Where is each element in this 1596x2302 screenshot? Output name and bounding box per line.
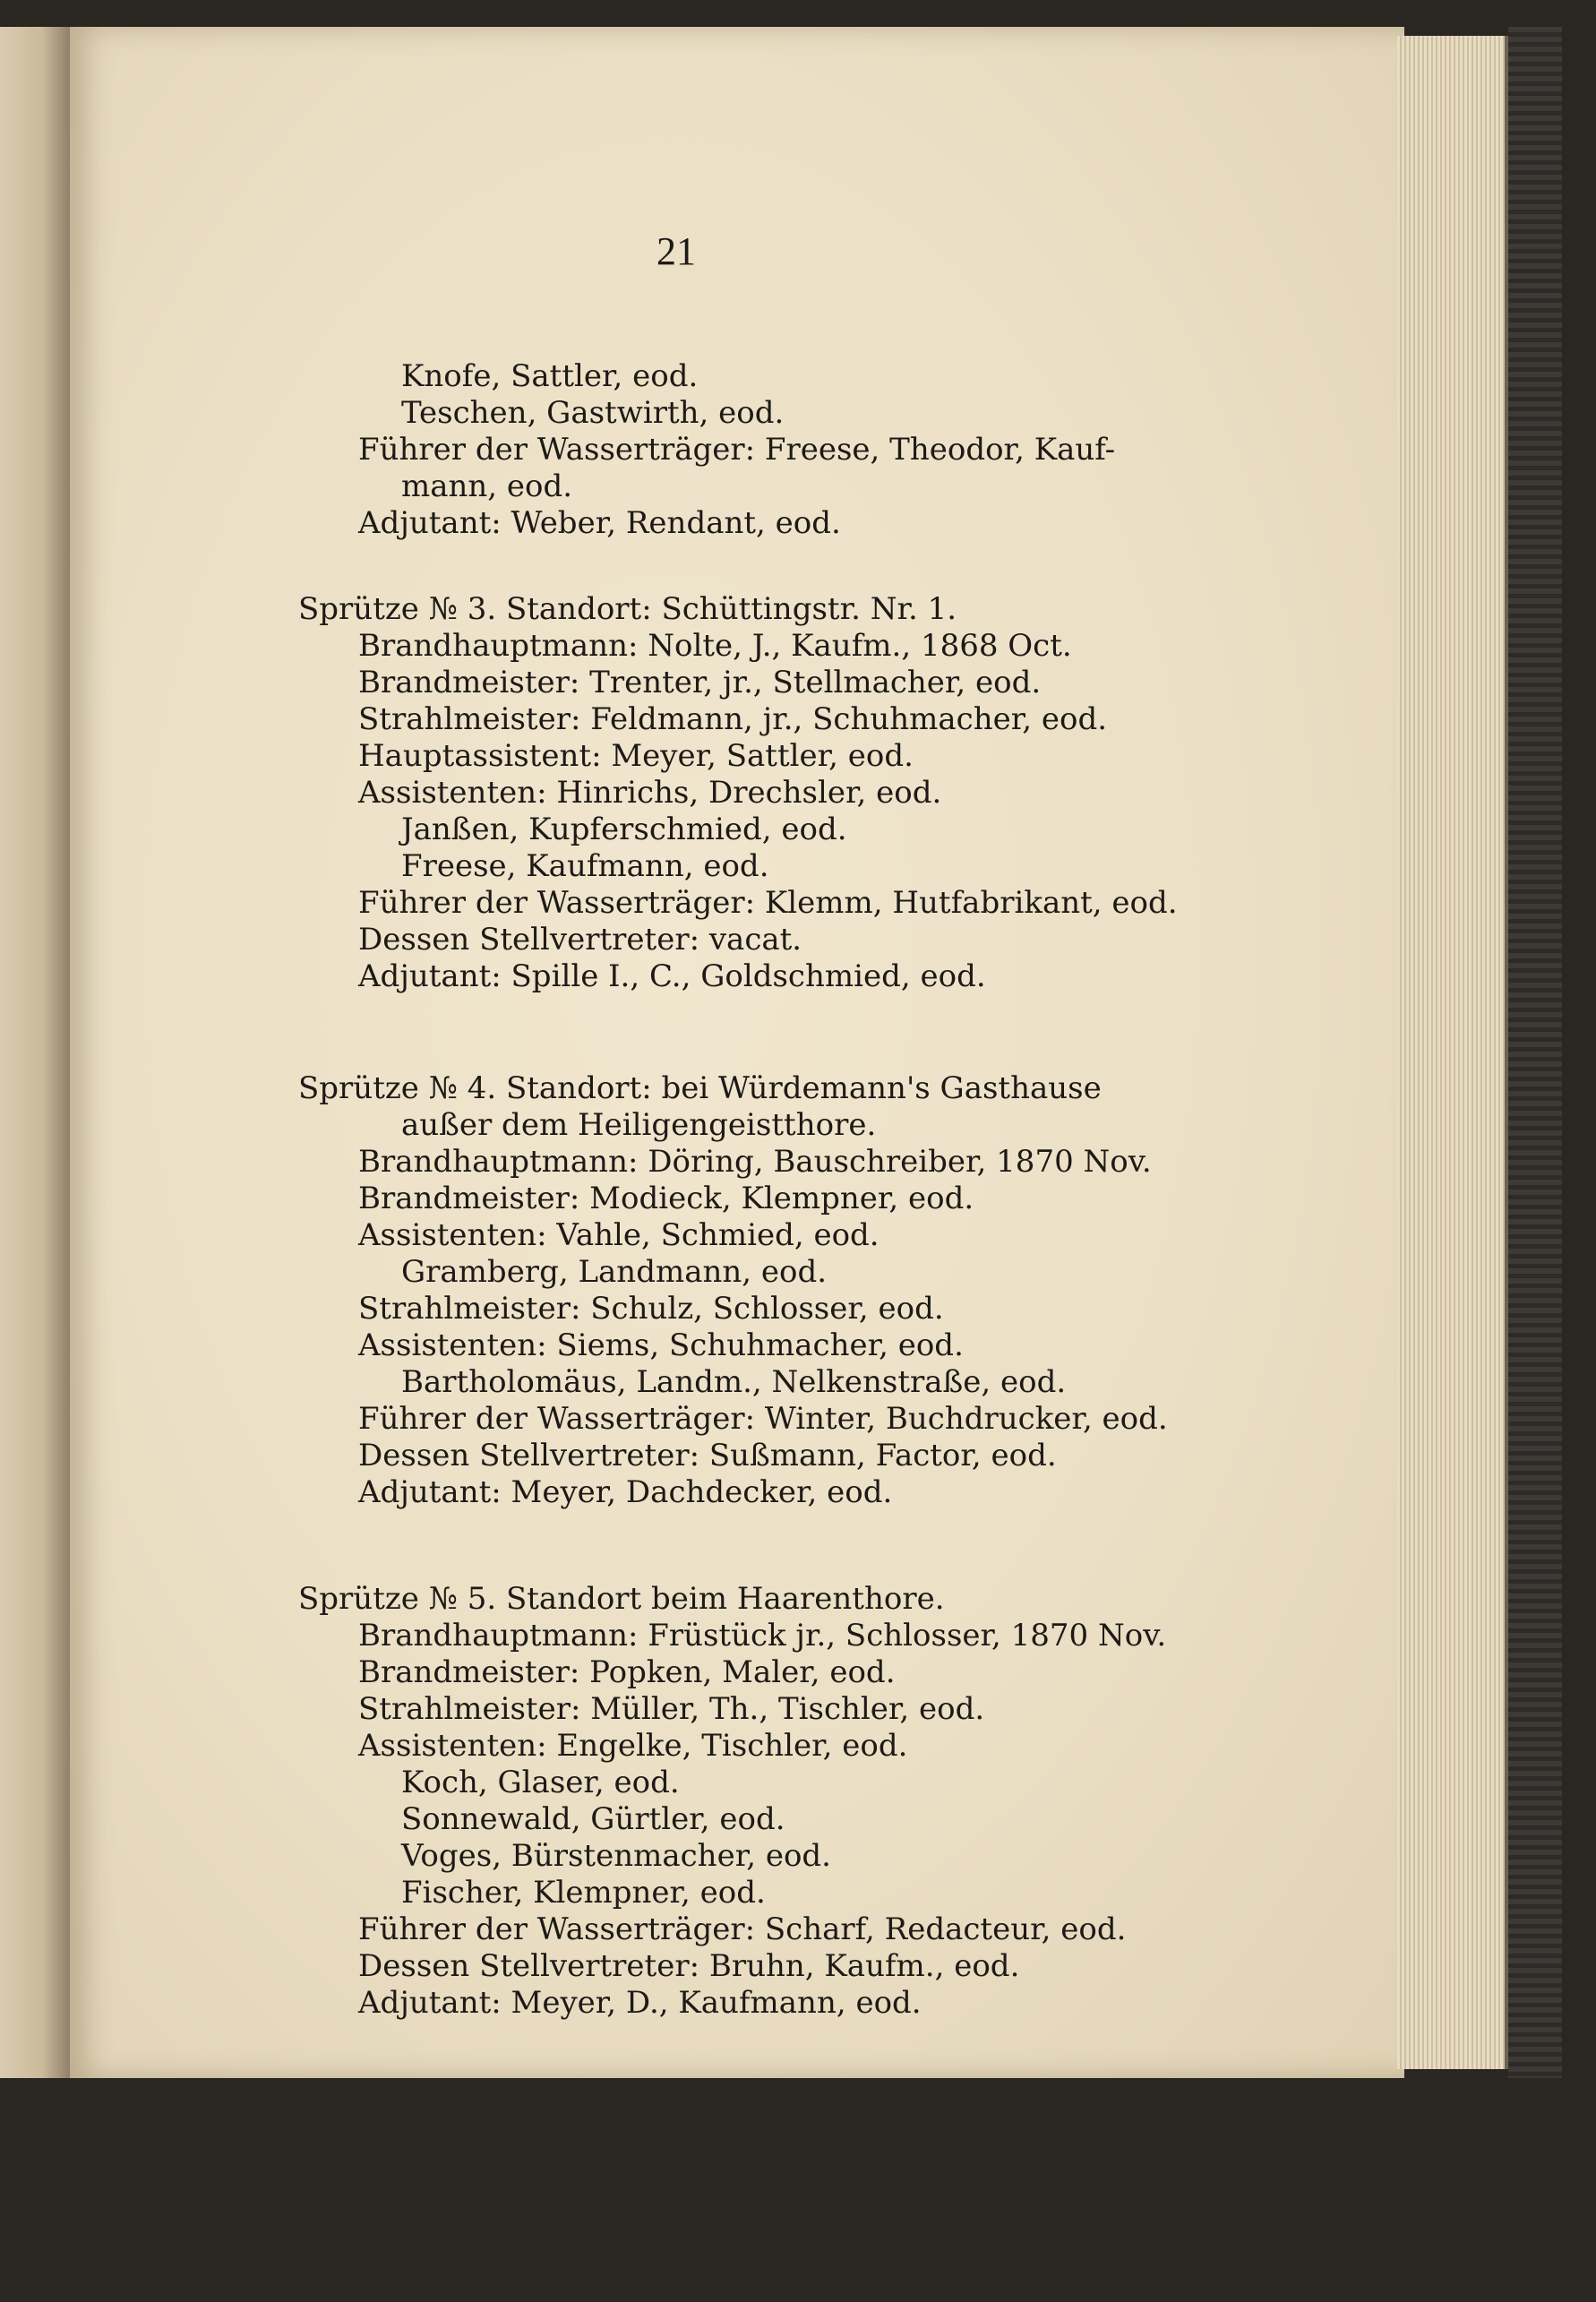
text-line: Dessen Stellvertreter: vacat. [358, 922, 802, 958]
text-line: Brandhauptmann: Döring, Bauschreiber, 1870 Nov. [358, 1144, 1152, 1180]
text-line: Fischer, Klempner, eod. [401, 1875, 766, 1911]
text-line: Dessen Stellvertreter: Bruhn, Kaufm., eod. [358, 1948, 1020, 1984]
text-line: Brandhauptmann: Früstück jr., Schlosser, 1870 Nov. [358, 1618, 1167, 1653]
text-line: Sprütze № 3. Standort: Schüttingstr. Nr. 1. [298, 591, 957, 627]
text-line: Freese, Kaufmann, eod. [401, 848, 769, 884]
text-line: Koch, Glaser, eod. [401, 1765, 680, 1800]
book-page [70, 27, 1404, 2078]
text-line: Strahlmeister: Schulz, Schlosser, eod. [358, 1291, 944, 1327]
page-content [70, 27, 1404, 2078]
text-line: Brandmeister: Trenter, jr., Stellmacher, eod. [358, 665, 1042, 700]
text-line: Janßen, Kupferschmied, eod. [401, 812, 847, 847]
text-line: Adjutant: Weber, Rendant, eod. [358, 505, 841, 541]
text-line: Brandmeister: Popken, Maler, eod. [358, 1654, 896, 1690]
left-page-edge [0, 27, 70, 2078]
page-number: 21 [656, 229, 696, 273]
text-line: Bartholomäus, Landm., Nelkenstraße, eod. [401, 1364, 1067, 1400]
text-line: außer dem Heiligengeistthore. [401, 1107, 877, 1143]
text-line: Knofe, Sattler, eod. [401, 358, 699, 394]
text-line: Brandhauptmann: Nolte, J., Kaufm., 1868 Oct. [358, 628, 1072, 664]
text-line: Führer der Wasserträger: Freese, Theodor, Kauf- [358, 432, 1116, 468]
text-line: Adjutant: Spille I., C., Goldschmied, eod. [358, 958, 986, 994]
text-line: mann, eod. [401, 468, 573, 504]
text-line: Teschen, Gastwirth, eod. [401, 395, 785, 431]
text-line: Adjutant: Meyer, Dachdecker, eod. [358, 1474, 893, 1510]
text-line: Gramberg, Landmann, eod. [401, 1254, 828, 1290]
text-line: Hauptassistent: Meyer, Sattler, eod. [358, 738, 914, 774]
text-line: Assistenten: Vahle, Schmied, eod. [358, 1217, 880, 1253]
text-line: Assistenten: Siems, Schuhmacher, eod. [358, 1327, 964, 1363]
text-line: Adjutant: Meyer, D., Kaufmann, eod. [358, 1985, 922, 2021]
text-line: Voges, Bürstenmacher, eod. [401, 1838, 831, 1874]
page-stack-edge [1397, 36, 1508, 2069]
text-line: Führer der Wasserträger: Klemm, Hutfabrikant, eod. [358, 885, 1178, 921]
text-line: Strahlmeister: Feldmann, jr., Schuhmacher, eod. [358, 701, 1108, 737]
text-line: Führer der Wasserträger: Scharf, Redacteur, eod. [358, 1911, 1127, 1947]
text-line: Sprütze № 5. Standort beim Haarenthore. [298, 1581, 945, 1617]
text-line: Dessen Stellvertreter: Sußmann, Factor, eod. [358, 1438, 1057, 1473]
text-line: Assistenten: Hinrichs, Drechsler, eod. [358, 775, 942, 811]
text-line: Sprütze № 4. Standort: bei Würdemann's Gasthause [298, 1070, 1102, 1106]
text-line: Sonnewald, Gürtler, eod. [401, 1801, 785, 1837]
text-line: Assistenten: Engelke, Tischler, eod. [358, 1728, 908, 1764]
book-cover-edge [1508, 27, 1562, 2078]
text-line: Strahlmeister: Müller, Th., Tischler, eod. [358, 1691, 985, 1727]
text-line: Führer der Wasserträger: Winter, Buchdrucker, eod. [358, 1401, 1168, 1437]
text-line: Brandmeister: Modieck, Klempner, eod. [358, 1181, 974, 1216]
